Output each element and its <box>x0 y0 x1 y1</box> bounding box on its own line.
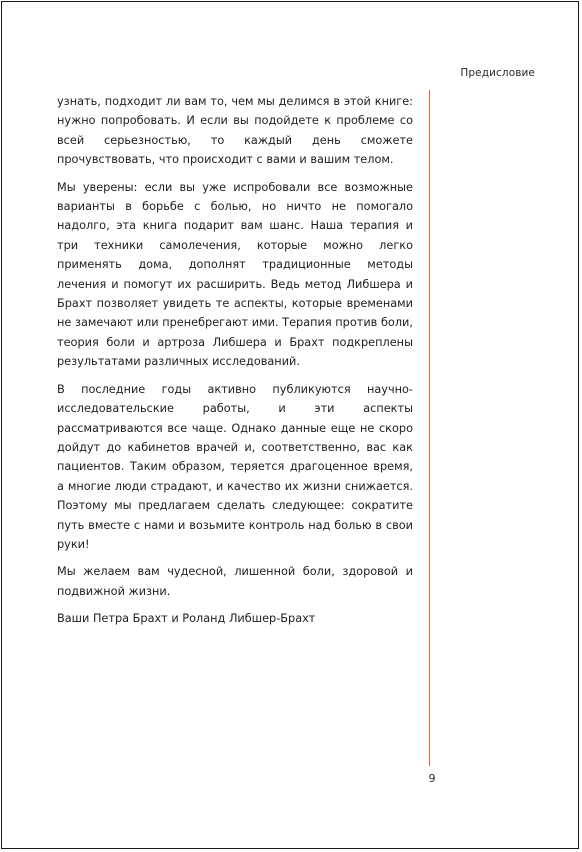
running-header: Предисловие <box>460 67 535 79</box>
paragraph: Мы уверены: если вы уже испробовали все возможные варианты в борьбе с болью, но ничто не помогало надолго, эта книга подарит вам шанс. Наша терапия и три техники самолечения, которые можно легко применять дома, дополнят традиционные методы лечения и помогут их расширить. Ведь метод Либшера и Брахт позволяет увидеть те аспекты, которые временами не замечают или пренебрегают ими. Терапия против боли, теория боли и артроза Либшера и Брахт подкреплены результатами различных исследований. <box>57 180 413 369</box>
body-text <box>57 92 413 637</box>
page-number: 9 <box>428 772 436 785</box>
paragraph: В последние годы активно публикуются научно-исследовательские работы, и эти аспекты рассматриваются все чаще. Однако данные еще не скоро дойдут до кабинетов врачей и, соответственно, вас как пациентов. Таким образом, теряется драгоценное время, а многие люди страдают, и качество их жизни снижается. Поэтому мы предлагаем сделать следующее: сократите путь вместе с нами и возьмите контроль над болью в свои руки! <box>57 382 413 551</box>
accent-rule <box>429 90 430 766</box>
paragraph: Мы желаем вам чудесной, лишенной боли, здоровой и подвижной жизни. <box>57 565 413 598</box>
paragraph: узнать, подходит ли вам то, чем мы делимся в этой книге: нужно попробовать. И если вы подойдете к проблеме со всей серьезностью, то каждый день сможете прочувствовать, что происходит с вами и вашим телом. <box>57 95 413 167</box>
signature: Ваши Петра Брахт и Роланд Либшер-Брахт <box>57 612 316 626</box>
